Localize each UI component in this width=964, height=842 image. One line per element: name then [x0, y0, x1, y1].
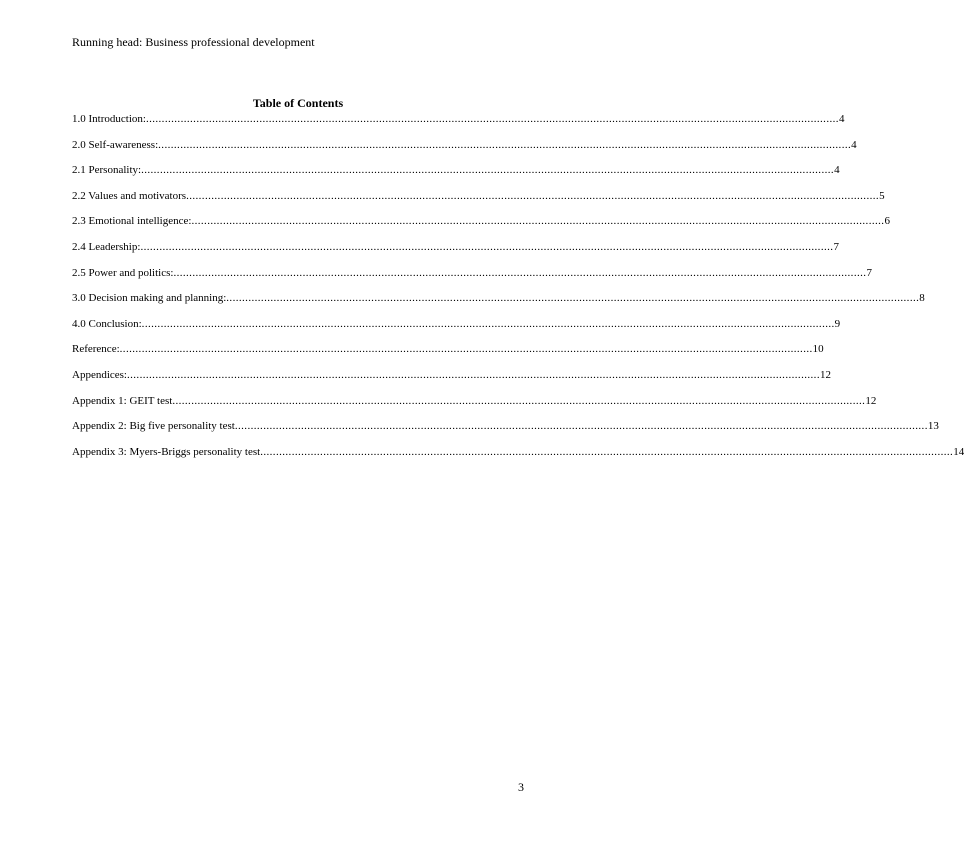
toc-dot-leader: ............................................................................................................................................................................................................................: [173, 266, 867, 279]
toc-entry[interactable]: [72, 240, 839, 266]
toc-dot-leader: ............................................................................................................................................................................................................................: [234, 420, 928, 433]
toc-entry[interactable]: [72, 368, 831, 394]
toc-entry-page: 7: [833, 240, 839, 253]
toc-entry[interactable]: [72, 189, 885, 215]
toc-dot-leader: ............................................................................................................................................................................................................................: [172, 394, 866, 407]
toc-dot-leader: ............................................................................................................................................................................................................................: [158, 138, 852, 151]
toc-entry-page: 6: [884, 215, 890, 228]
toc-entry-label: 2.5 Power and politics:: [72, 266, 174, 279]
toc-entry-page: 7: [866, 266, 872, 279]
toc-entry-page: 4: [851, 138, 857, 151]
toc-entry-page: 12: [865, 394, 877, 407]
toc-entry[interactable]: [72, 214, 890, 240]
toc-title: Table of Contents: [252, 96, 344, 110]
toc-entry[interactable]: [72, 394, 877, 420]
toc-entry-label: Reference:: [72, 343, 120, 356]
toc-entry-label: 2.4 Leadership:: [72, 240, 141, 253]
toc-entry-label: Appendices:: [72, 368, 127, 381]
toc-entry-label: 4.0 Conclusion:: [72, 317, 142, 330]
toc-entry[interactable]: [72, 163, 840, 189]
toc-dot-leader: ............................................................................................................................................................................................................................: [186, 189, 880, 202]
toc-entry[interactable]: [72, 138, 857, 164]
toc-dot-leader: ............................................................................................................................................................................................................................: [119, 343, 813, 356]
toc-entry-label: Appendix 1: GEIT test: [72, 394, 173, 407]
toc-entry-label: 2.3 Emotional intelligence:: [72, 215, 192, 228]
toc-dot-leader: ............................................................................................................................................................................................................................: [126, 368, 820, 381]
toc-entry-page: 14: [953, 445, 964, 458]
toc-entry-page: 4: [834, 164, 840, 177]
running-head: Running head: Business professional development: [72, 35, 315, 49]
toc-entry[interactable]: [72, 266, 872, 292]
toc-dot-leader: ............................................................................................................................................................................................................................: [191, 215, 885, 228]
toc-entry-label: 2.1 Personality:: [72, 164, 142, 177]
toc-dot-leader: ............................................................................................................................................................................................................................: [145, 113, 839, 125]
toc-entry-page: 12: [819, 368, 831, 381]
toc-entry-label: Appendix 2: Big five personality test: [72, 420, 235, 433]
toc-entry[interactable]: [72, 342, 824, 368]
page-number: 3: [518, 780, 524, 794]
toc-entry-page: 9: [834, 317, 841, 330]
toc-entry-page: 10: [812, 343, 824, 356]
toc-entry-label: 2.2 Values and motivators: [72, 189, 187, 202]
toc-entry[interactable]: [72, 291, 925, 317]
toc-entry-page: 8: [919, 292, 925, 305]
toc-entry-label: 1.0 Introduction:: [72, 113, 146, 125]
toc-entry-label: Appendix 3: Myers-Briggs personality test: [72, 445, 261, 458]
toc-entry[interactable]: [72, 112, 845, 138]
toc-entry-label: 3.0 Decision making and planning:: [72, 292, 227, 305]
toc-dot-leader: ............................................................................................................................................................................................................................: [141, 164, 835, 177]
toc-entry-page: 4: [838, 113, 845, 125]
toc-dot-leader: ............................................................................................................................................................................................................................: [260, 445, 954, 458]
toc-entry-label: 2.0 Self-awareness:: [72, 138, 159, 151]
table-of-contents: [72, 112, 964, 470]
toc-entry-page: 13: [927, 420, 939, 433]
toc-entry[interactable]: [72, 419, 939, 445]
toc-entry[interactable]: [72, 445, 964, 471]
toc-entry[interactable]: [72, 317, 841, 343]
toc-dot-leader: ............................................................................................................................................................................................................................: [141, 317, 835, 330]
toc-entry-page: 5: [879, 189, 885, 202]
toc-dot-leader: ............................................................................................................................................................................................................................: [140, 240, 834, 253]
toc-dot-leader: ............................................................................................................................................................................................................................: [226, 292, 920, 305]
